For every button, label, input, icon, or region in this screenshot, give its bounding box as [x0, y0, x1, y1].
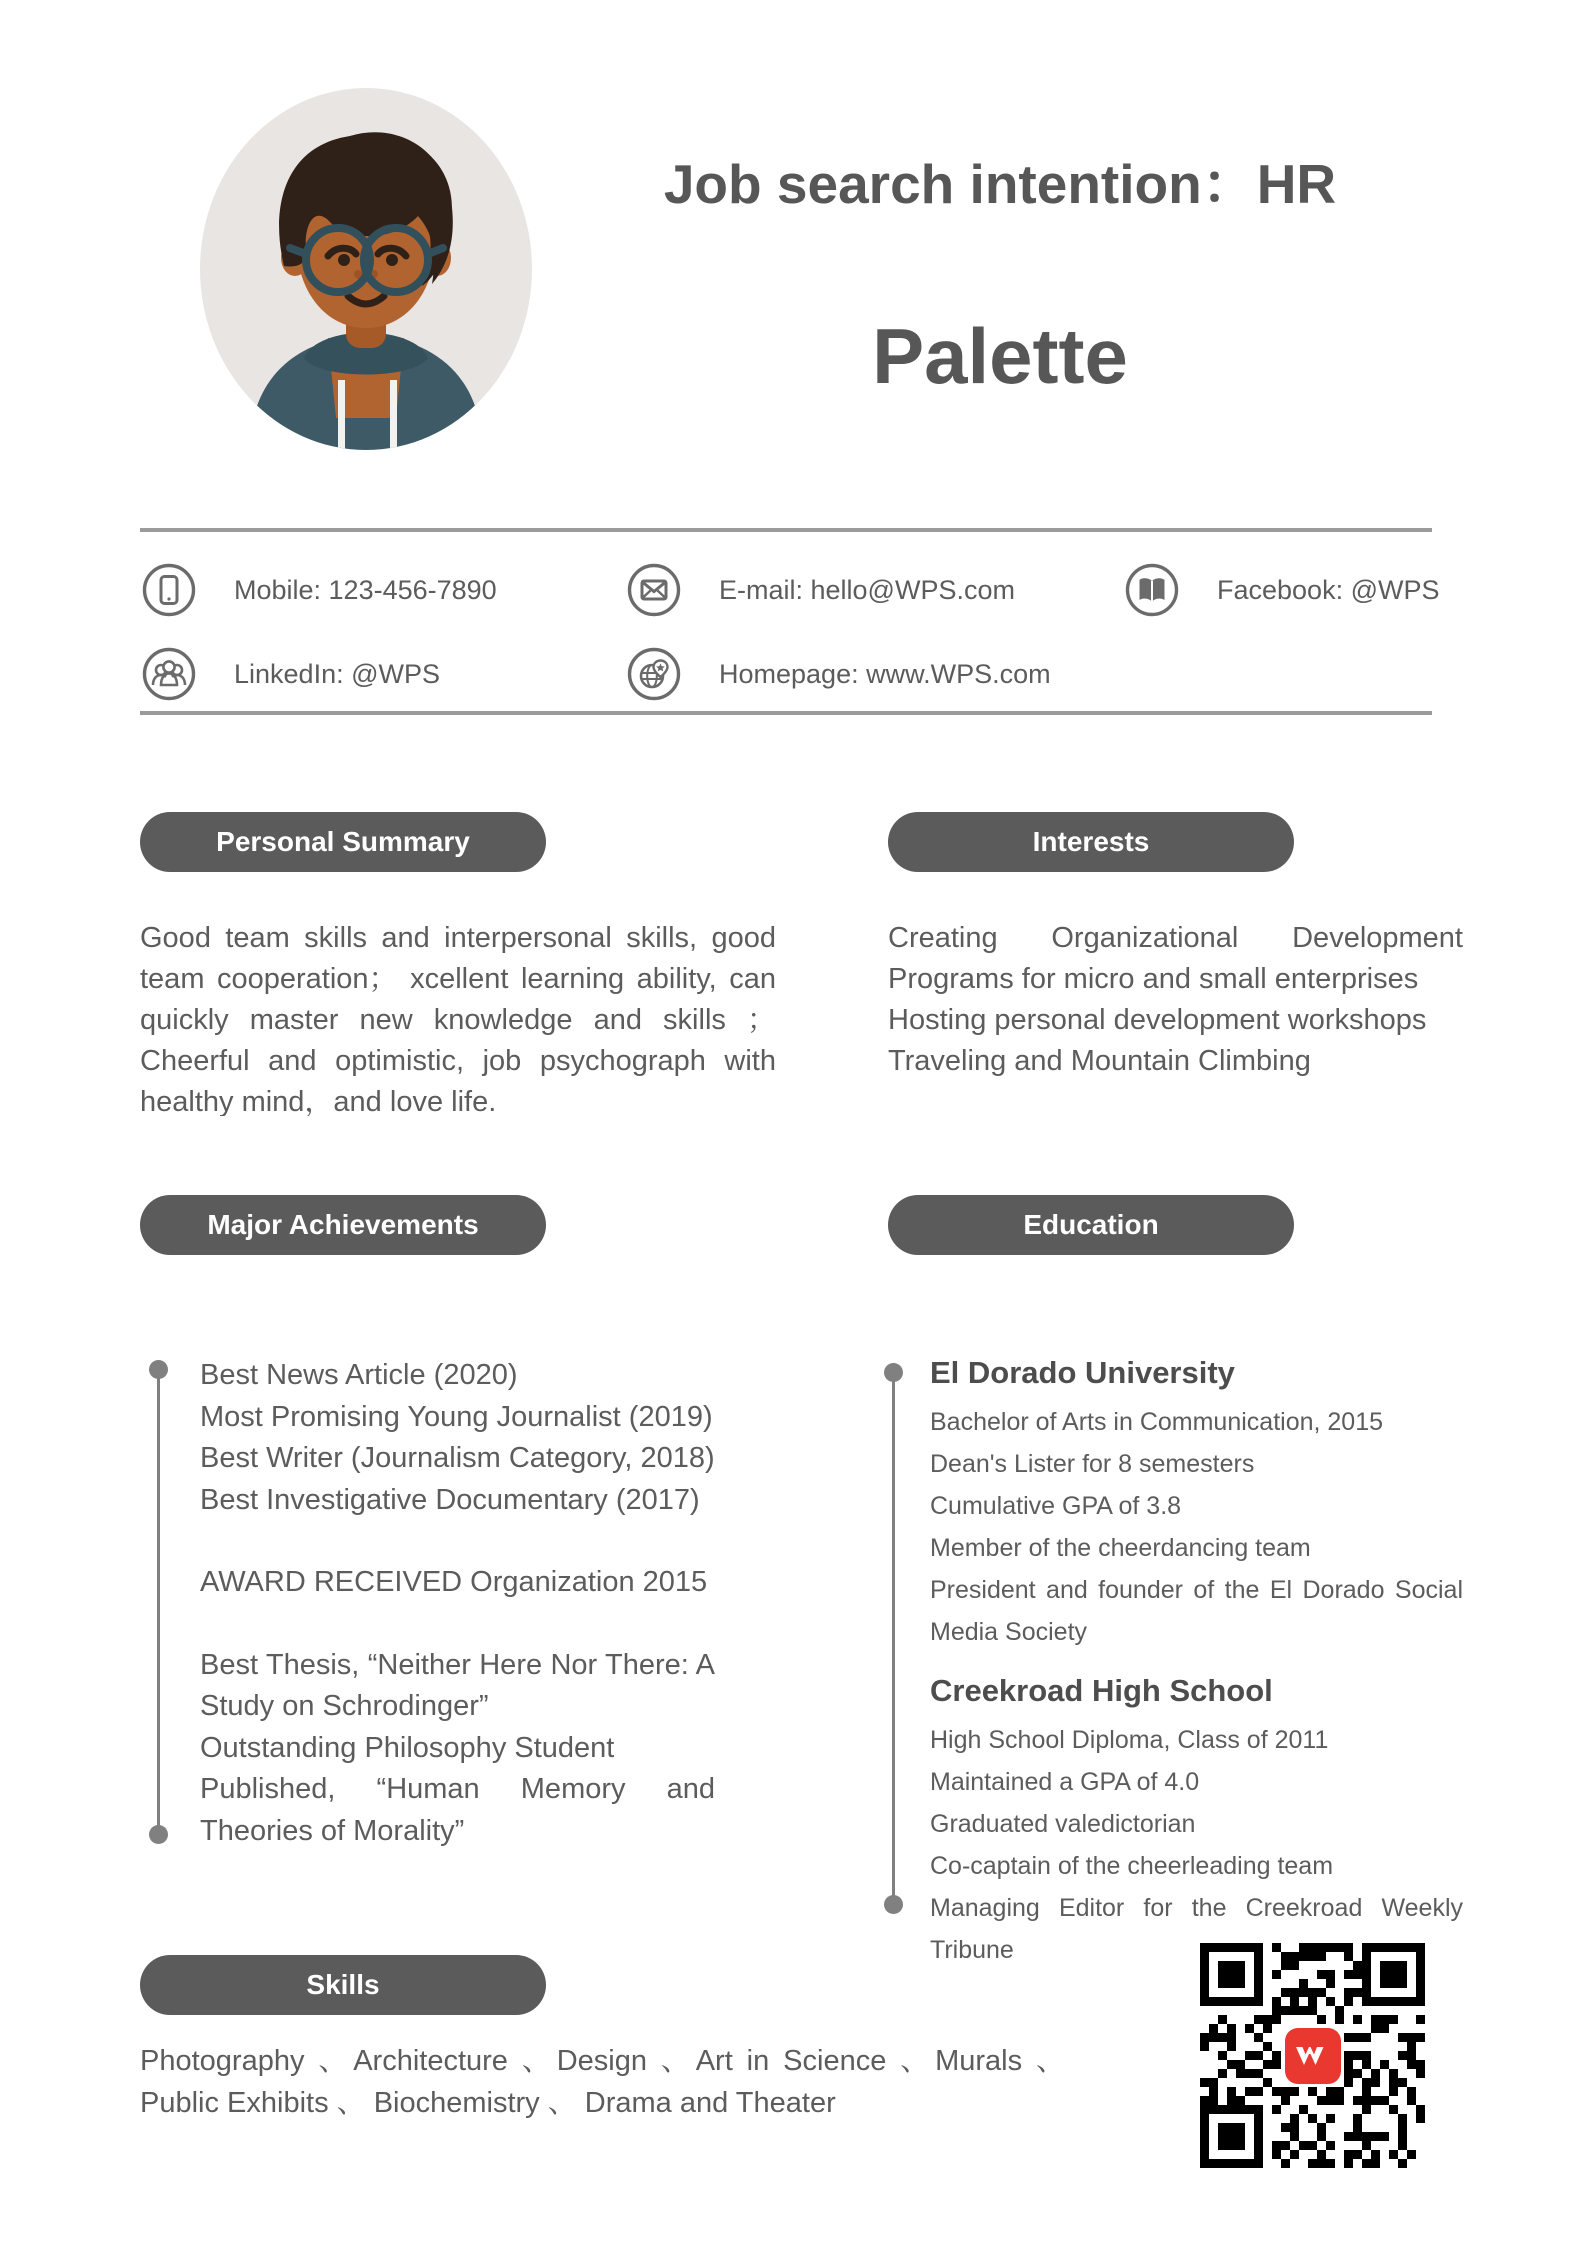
timeline-dot-bottom: [149, 1825, 168, 1844]
section-personal-summary: [140, 812, 776, 1116]
homepage-icon: [627, 647, 681, 701]
timeline-dot-bottom: [884, 1895, 903, 1914]
contact-homepage: [627, 647, 1125, 701]
achievement-item: Most Promising Young Journalist (2019): [200, 1400, 713, 1433]
school-detail: Managing Editor for the Creekroad Weekly Tribune: [930, 1894, 1463, 1964]
contact-facebook-label: Facebook: @WPS: [1217, 574, 1440, 605]
personal-summary-body: Good team skills and interpersonal skills, good team cooperation； xcellent learning ability, can quickly master new knowledge and skills ； Cheerful and optimistic, job psychograph with healthy mind，and love life.: [140, 922, 776, 1116]
contact-mobile: [142, 563, 627, 617]
interests-header: Interests: [888, 812, 1294, 872]
contact-strip: [142, 548, 1440, 716]
timeline-rail: [157, 1369, 160, 1835]
school-block: [930, 1673, 1463, 1971]
interest-item: Hosting personal development workshops: [888, 1004, 1427, 1036]
achievement-gap: [200, 1521, 715, 1562]
facebook-icon: [1125, 563, 1179, 617]
mobile-icon: [142, 563, 196, 617]
achievement-item: AWARD RECEIVED Organization 2015: [200, 1566, 708, 1598]
interest-item: Traveling and Mountain Climbing: [888, 1045, 1311, 1077]
personal-summary-header: Personal Summary: [140, 812, 546, 872]
contact-homepage-label: Homepage: www.WPS.com: [719, 658, 1051, 689]
school-detail: Dean's Lister for 8 semesters: [930, 1450, 1255, 1478]
contact-email: [627, 563, 1125, 617]
school-detail: High School Diploma, Class of 2011: [930, 1726, 1329, 1754]
email-icon: [627, 563, 681, 617]
school-block: [930, 1355, 1463, 1653]
achievement-gap: [200, 1604, 715, 1645]
job-intention-title: Job search intention：HR: [663, 153, 1337, 215]
contact-linkedin: [142, 647, 627, 701]
school-detail: Cumulative GPA of 3.8: [930, 1492, 1182, 1520]
school-detail: Bachelor of Arts in Communication, 2015: [930, 1408, 1384, 1436]
school-detail: Member of the cheerdancing team: [930, 1534, 1311, 1562]
achievement-item: Best News Article (2020): [200, 1359, 518, 1391]
major-achievements-header: Major Achievements: [140, 1195, 546, 1255]
avatar: [200, 88, 532, 450]
achievement-item: Outstanding Philosophy Student: [200, 1731, 615, 1764]
school-name: El Dorado University: [930, 1355, 1235, 1390]
school-detail: Maintained a GPA of 4.0: [930, 1768, 1200, 1796]
achievement-item: Best Thesis, “Neither Here Nor There: A Study on Schrodinger”: [200, 1648, 715, 1722]
achievement-item: Best Writer (Journalism Category, 2018): [200, 1442, 715, 1474]
school-detail: Graduated valedictorian: [930, 1810, 1196, 1838]
section-skills: [140, 1955, 776, 2015]
school-name: Creekroad High School: [930, 1673, 1273, 1708]
skills-header: Skills: [140, 1955, 546, 2015]
skills-body: Photography 、Architecture 、Design 、Art in Science 、Murals 、Public Exhibits 、 Biochemistry 、 Drama and Theater: [140, 2045, 1065, 2119]
school-detail: President and founder of the El Dorado Social Media Society: [930, 1576, 1463, 1646]
linkedin-icon: [142, 647, 196, 701]
contact-email-label: E-mail: hello@WPS.com: [719, 574, 1015, 605]
contact-linkedin-label: LinkedIn: @WPS: [234, 658, 440, 689]
wps-qr-code: [1200, 1943, 1426, 2169]
contact-facebook: [1125, 563, 1440, 617]
section-interests: [888, 812, 1463, 1082]
education-header: Education: [888, 1195, 1294, 1255]
candidate-name: Palette: [872, 312, 1128, 400]
achievement-item: Published, “Human Memory and Theories of Morality”: [200, 1773, 715, 1847]
interest-item: Creating Organizational Development Programs for micro and small enterprises: [888, 922, 1463, 995]
contact-mobile-label: Mobile: 123-456-7890: [234, 574, 497, 605]
section-education: [888, 1195, 1463, 1964]
section-major-achievements: [140, 1195, 776, 1875]
timeline-rail: [892, 1372, 895, 1904]
school-detail: Co-captain of the cheerleading team: [930, 1852, 1334, 1880]
divider-top: [140, 528, 1432, 532]
achievement-item: Best Investigative Documentary (2017): [200, 1483, 700, 1516]
